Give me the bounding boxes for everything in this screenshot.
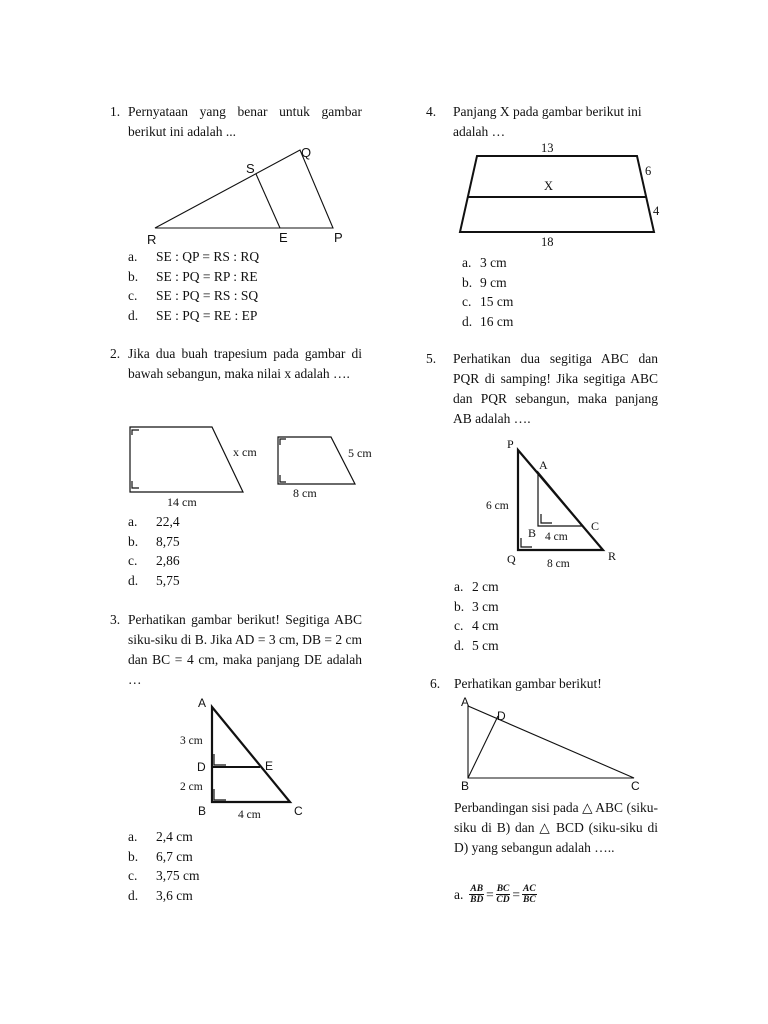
q6-label-b: B bbox=[461, 779, 470, 793]
q2-trapezoid-small bbox=[278, 437, 355, 484]
q2-label-5cm: 5 cm bbox=[348, 446, 372, 460]
q4-trapezoid bbox=[460, 156, 654, 232]
q1-label-q: Q bbox=[301, 145, 312, 160]
q1-block bbox=[110, 102, 362, 142]
q1-label-p: P bbox=[334, 230, 343, 245]
q4-label-13: 13 bbox=[541, 141, 554, 155]
q5-text: Perhatikan dua segitiga ABC dan PQR di samping! Jika segitiga ABC dan PQR sebangun, maka panjang AB adalah …. bbox=[453, 351, 658, 426]
q5-number: 5. bbox=[426, 351, 437, 366]
q6-fraction-ac-bc: $\frac{AC}{BC}$ bbox=[523, 884, 536, 905]
q5-label-p: P bbox=[507, 437, 514, 451]
q6-label-d: D bbox=[497, 709, 506, 723]
q6-body bbox=[454, 798, 658, 858]
q3-figure bbox=[170, 695, 320, 825]
q4-label-x: X bbox=[544, 179, 554, 193]
q3-number: 3. bbox=[110, 612, 121, 627]
q2-option-d[interactable]: d. 5,75 bbox=[128, 572, 180, 588]
q3-option-a[interactable]: a. 2,4 cm bbox=[128, 829, 193, 844]
q6-figure bbox=[450, 693, 650, 793]
q6-option-a[interactable]: a. $\frac{AB}{BD}$ = $\frac{BC}{CD}$ = $\frac{AC}{BC}$ bbox=[454, 884, 536, 905]
q6-segment-bd bbox=[468, 716, 498, 778]
q3-label-bc: 4 cm bbox=[238, 809, 261, 821]
q4-label-18: 18 bbox=[541, 235, 554, 249]
q6-body-text: Perbandingan sisi pada △ ABC (siku-siku di B) dan △ BCD (siku-siku di D) yang sebangun adalah ….. bbox=[454, 800, 658, 855]
q5-label-c: C bbox=[591, 519, 600, 533]
q3-label-e: E bbox=[265, 759, 274, 773]
q4-figure bbox=[455, 138, 670, 253]
q2-trapezoid-large bbox=[130, 427, 243, 492]
q6-block bbox=[430, 674, 662, 694]
q3-options bbox=[128, 827, 200, 905]
q1-label-s: S bbox=[246, 161, 255, 176]
q2-label-x: x cm bbox=[233, 445, 257, 459]
q1-option-c[interactable]: c. SE : PQ = RS : SQ bbox=[128, 288, 259, 303]
q5-block bbox=[426, 349, 658, 429]
q2-block bbox=[110, 344, 362, 384]
q1-option-a[interactable]: a. SE : QP = RS : RQ bbox=[128, 249, 260, 264]
q5-label-a: A bbox=[539, 458, 548, 472]
q2-option-a[interactable]: a. 22,4 bbox=[128, 514, 180, 529]
q3-label-db: 2 cm bbox=[180, 781, 203, 793]
q5-label-b: B bbox=[528, 526, 537, 540]
q6-fraction-ab-bd: $\frac{AB}{BD}$ bbox=[470, 884, 484, 905]
q1-options bbox=[128, 247, 259, 325]
q4-options bbox=[462, 253, 513, 331]
q5-figure bbox=[480, 432, 630, 572]
q2-text: Jika dua buah trapesium pada gambar di bawah sebangun, maka nilai x adalah …. bbox=[128, 346, 362, 381]
q4-block bbox=[426, 102, 666, 142]
q1-triangle bbox=[155, 150, 333, 228]
q3-label-b: B bbox=[198, 804, 207, 818]
q5-option-a[interactable]: a. 2 cm bbox=[454, 579, 499, 594]
q5-option-b[interactable]: b. 3 cm bbox=[454, 598, 499, 614]
q5-label-r: R bbox=[608, 549, 617, 563]
q4-number: 4. bbox=[426, 104, 437, 119]
q5-option-d[interactable]: d. 5 cm bbox=[454, 637, 499, 653]
q1-figure bbox=[140, 140, 360, 250]
q3-option-b[interactable]: b. 6,7 cm bbox=[128, 848, 193, 864]
q5-label-8cm: 8 cm bbox=[547, 558, 570, 570]
q3-option-d[interactable]: d. 3,6 cm bbox=[128, 887, 193, 903]
q5-triangle-abc bbox=[538, 472, 583, 526]
q2-label-14cm: 14 cm bbox=[167, 495, 197, 509]
q3-label-ad: 3 cm bbox=[180, 735, 203, 747]
q3-label-c: C bbox=[294, 804, 303, 818]
q5-label-6cm: 6 cm bbox=[486, 500, 509, 512]
q5-options bbox=[454, 577, 499, 655]
q3-label-d: D bbox=[197, 760, 206, 774]
q4-text: Panjang X pada gambar berikut ini adalah … bbox=[453, 104, 642, 139]
q6-triangle-abc bbox=[468, 706, 634, 778]
q1-number: 1. bbox=[110, 104, 121, 119]
q2-option-b[interactable]: b. 8,75 bbox=[128, 533, 180, 549]
q1-text: Pernyataan yang benar untuk gambar berikut ini adalah ... bbox=[128, 104, 362, 139]
q3-option-c[interactable]: c. 3,75 cm bbox=[128, 868, 200, 883]
q4-option-d[interactable]: d. 16 cm bbox=[462, 313, 514, 329]
q3-text: Perhatikan gambar berikut! Segitiga ABC siku-siku di B. Jika AD = 3 cm, DB = 2 cm dan BC = 4 cm, maka panjang DE adalah … bbox=[128, 612, 362, 687]
q1-label-r: R bbox=[147, 232, 157, 247]
q2-figure bbox=[120, 420, 390, 515]
q5-label-q: Q bbox=[507, 552, 516, 566]
q4-option-a[interactable]: a. 3 cm bbox=[462, 255, 507, 270]
q3-triangle bbox=[212, 707, 290, 802]
q3-block bbox=[110, 610, 362, 690]
q4-option-c[interactable]: c. 15 cm bbox=[462, 294, 514, 309]
q2-label-8cm: 8 cm bbox=[293, 486, 317, 500]
q6-number: 6. bbox=[430, 676, 441, 691]
q1-segment-se bbox=[256, 174, 280, 228]
q4-option-b[interactable]: b. 9 cm bbox=[462, 274, 507, 290]
q6-text: Perhatikan gambar berikut! bbox=[454, 676, 602, 691]
q3-label-a: A bbox=[198, 696, 207, 710]
q1-label-e: E bbox=[279, 230, 288, 245]
q1-option-d[interactable]: d. SE : PQ = RE : EP bbox=[128, 307, 258, 323]
q2-option-c[interactable]: c. 2,86 bbox=[128, 553, 180, 568]
q2-options bbox=[128, 512, 180, 590]
q6-label-c: C bbox=[631, 779, 640, 793]
q1-option-b[interactable]: b. SE : PQ = RP : RE bbox=[128, 268, 258, 284]
q2-number: 2. bbox=[110, 346, 121, 361]
q5-option-c[interactable]: c. 4 cm bbox=[454, 618, 499, 633]
q6-fraction-bc-cd: $\frac{BC}{CD}$ bbox=[496, 884, 510, 905]
q6-label-a: A bbox=[461, 695, 470, 709]
q4-label-4: 4 bbox=[653, 204, 660, 218]
q5-label-4cm: 4 cm bbox=[545, 531, 568, 543]
q4-label-6: 6 bbox=[645, 164, 652, 178]
